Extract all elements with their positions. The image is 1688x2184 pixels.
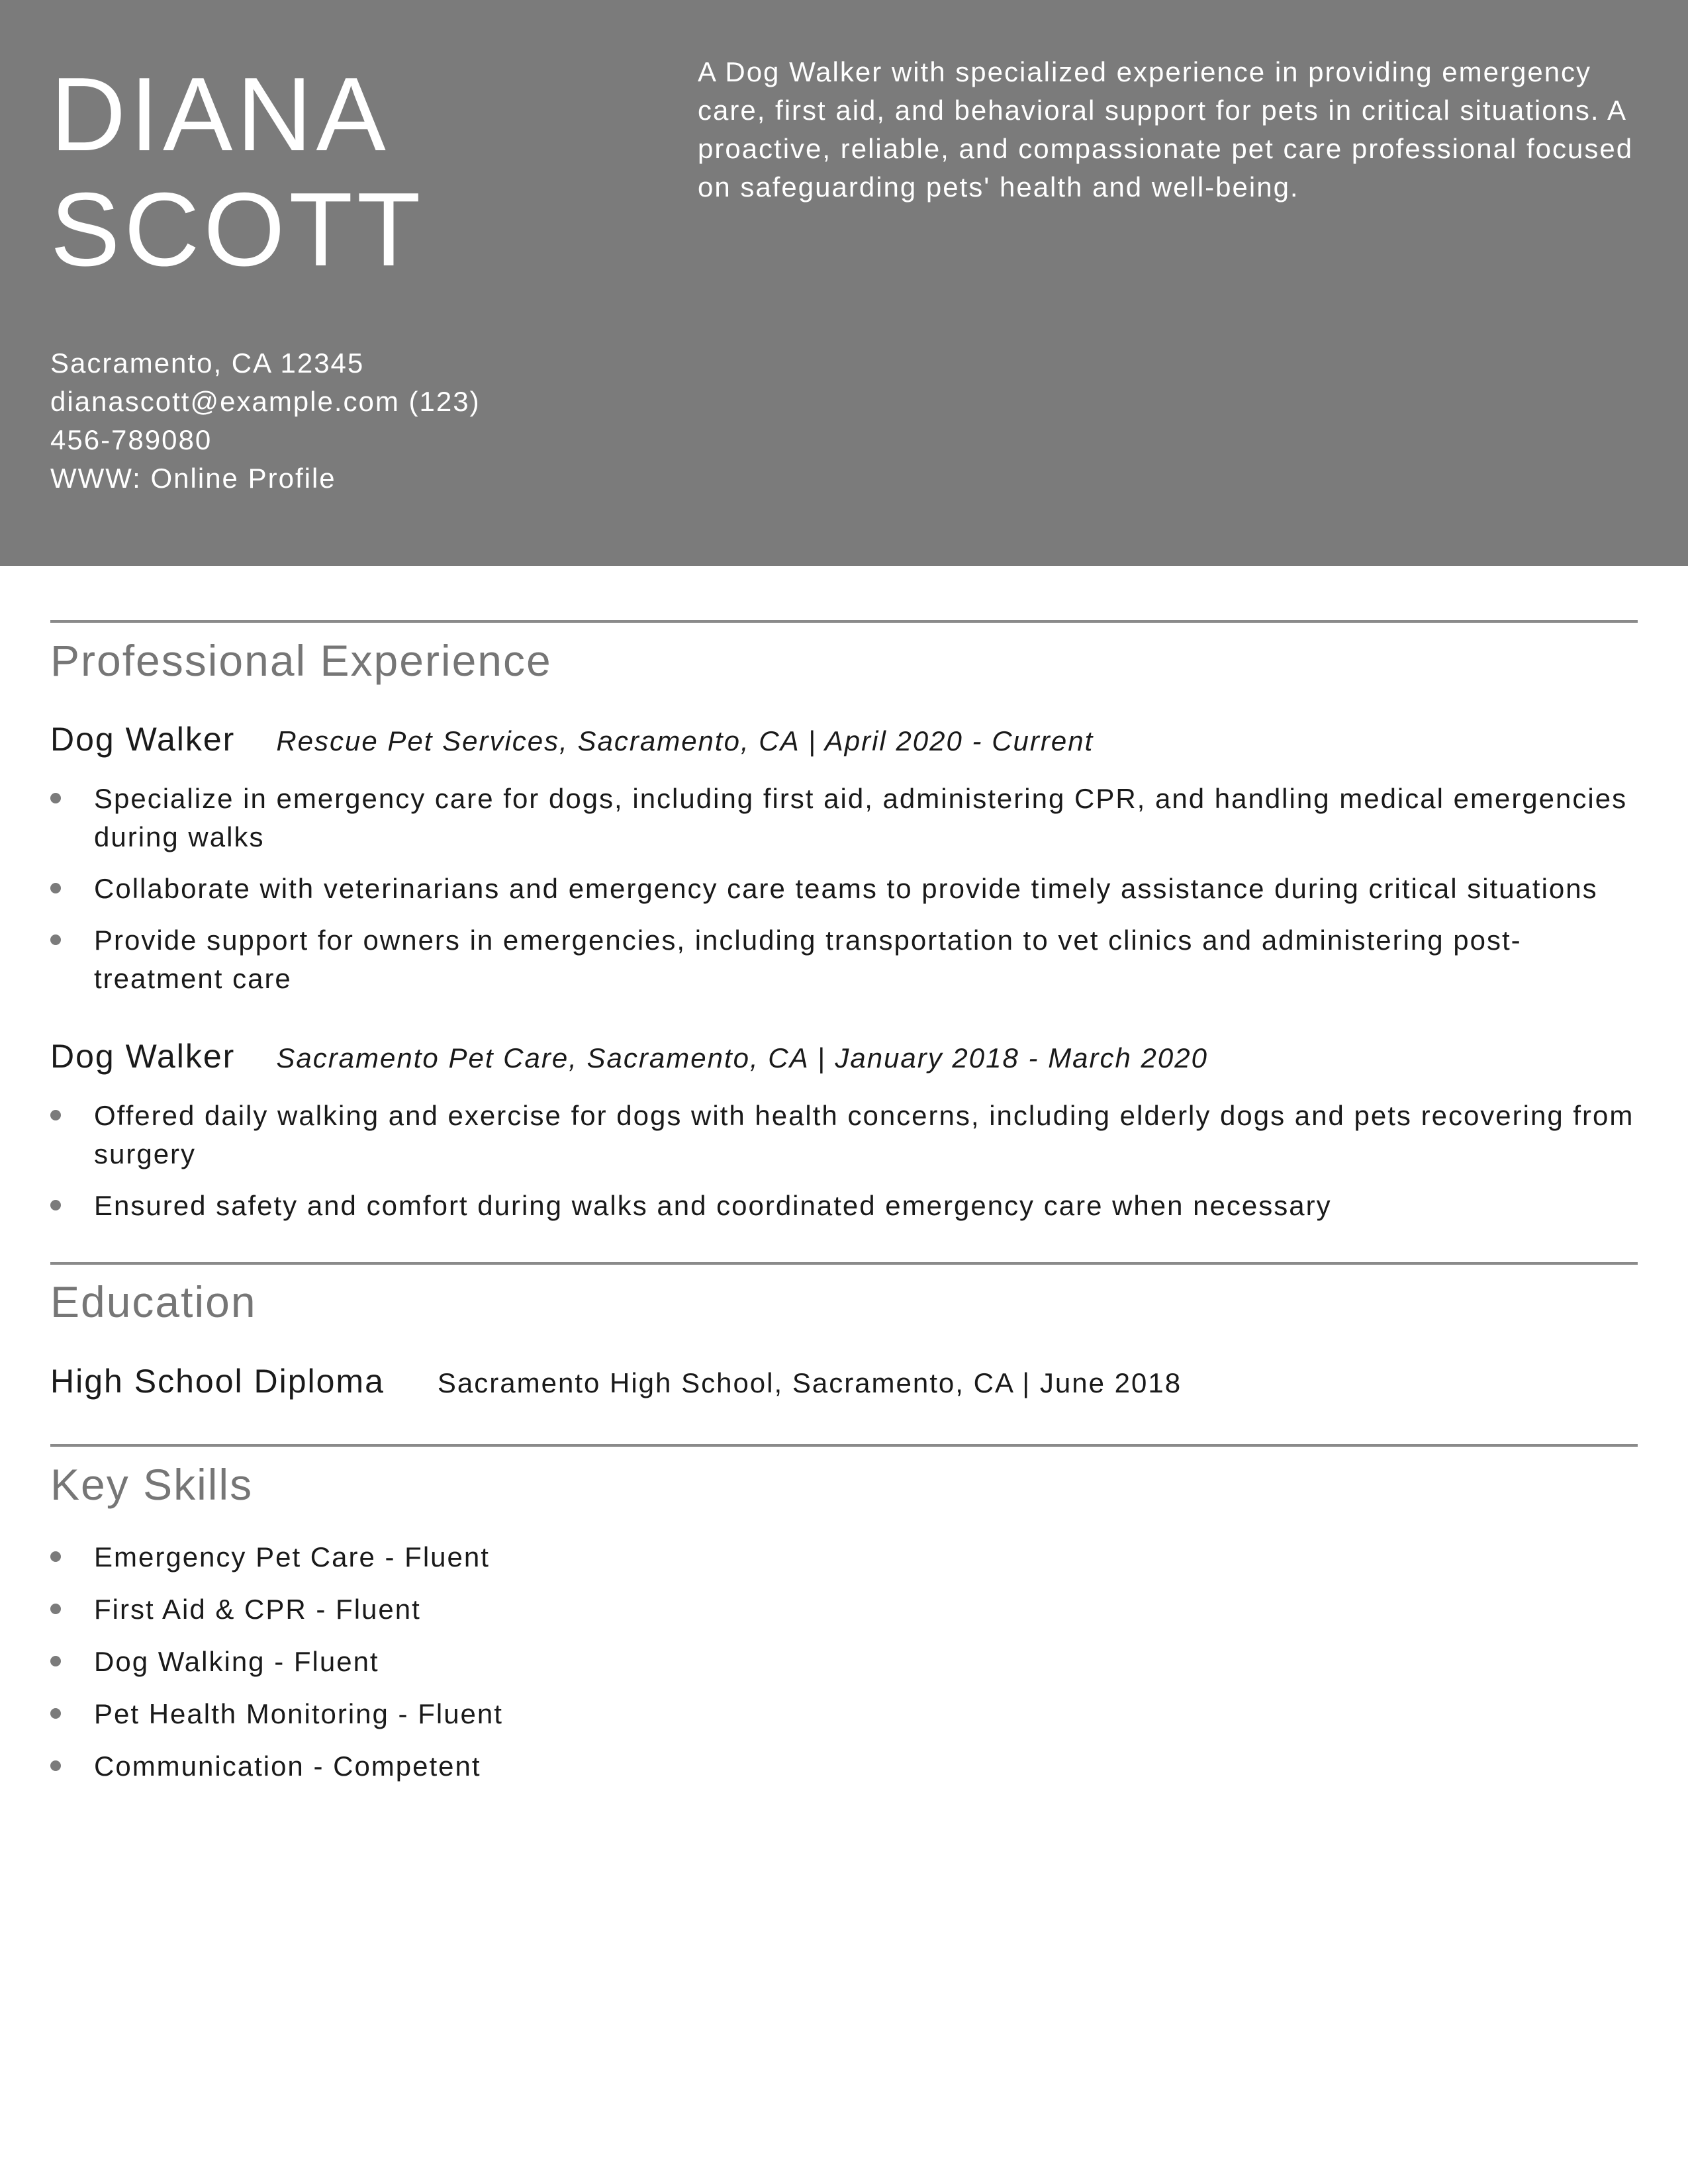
contact-info (50, 344, 481, 498)
bullet-icon (50, 1760, 61, 1771)
list-item: Provide support for owners in emergencies, including transportation to vet clinics and administering post-treatment care (50, 921, 1646, 998)
experience-heading: Professional Experience (50, 636, 552, 685)
candidate-name (50, 57, 424, 287)
address: Sacramento, CA 12345 (50, 347, 365, 379)
list-item: Communication - Competent (50, 1747, 1646, 1786)
skills-list (50, 1538, 1646, 1799)
bullet-icon (50, 1604, 61, 1614)
section-divider (50, 1262, 1638, 1265)
list-item: Ensured safety and comfort during walks and coordinated emergency care when necessary (50, 1187, 1646, 1225)
degree: High School Diploma (50, 1363, 385, 1400)
bullet-icon (50, 1656, 61, 1666)
bullet-icon (50, 1110, 61, 1120)
job-meta: Sacramento Pet Care, Sacramento, CA | January 2018 - March 2020 (276, 1042, 1208, 1073)
job-header (50, 1037, 1208, 1075)
education-heading: Education (50, 1277, 257, 1326)
skills-heading: Key Skills (50, 1460, 254, 1509)
list-item: Offered daily walking and exercise for dogs with health concerns, including elderly dogs and pets recovering from surgery (50, 1097, 1646, 1173)
header-banner (0, 0, 1688, 566)
list-item: Emergency Pet Care - Fluent (50, 1538, 1646, 1576)
bullet-icon (50, 934, 61, 945)
section-divider (50, 1444, 1638, 1447)
job-header (50, 720, 1094, 758)
job-title: Dog Walker (50, 721, 236, 758)
section-divider (50, 620, 1638, 623)
job-bullets (50, 780, 1646, 1011)
bullet-icon (50, 1551, 61, 1562)
website-link[interactable]: WWW: Online Profile (50, 463, 336, 494)
phone-continued: 456-789080 (50, 424, 212, 455)
list-item: Collaborate with veterinarians and emergency care teams to provide timely assistance during critical situations (50, 870, 1646, 908)
first-name: DIANA (50, 56, 390, 173)
bullet-icon (50, 883, 61, 893)
job-bullets (50, 1097, 1646, 1238)
job-title: Dog Walker (50, 1038, 236, 1075)
list-item: Pet Health Monitoring - Fluent (50, 1695, 1646, 1733)
profile-summary: A Dog Walker with specialized experience in providing emergency care, first aid, and behavioral support for pets in critical situations. A proactive, reliable, and compassionate pet care professional focused on safeguarding pets' health and well-being. (698, 56, 1634, 203)
list-item: Dog Walking - Fluent (50, 1643, 1646, 1681)
job-meta: Rescue Pet Services, Sacramento, CA | April 2020 - Current (276, 725, 1094, 756)
bullet-icon (50, 1200, 61, 1210)
education-entry (50, 1362, 1182, 1400)
school-meta: Sacramento High School, Sacramento, CA | June 2018 (437, 1367, 1182, 1398)
bullet-icon (50, 793, 61, 803)
email-phone: dianascott@example.com (123) (50, 386, 481, 417)
last-name: SCOTT (50, 171, 425, 288)
list-item: Specialize in emergency care for dogs, including first aid, administering CPR, and handling medical emergencies during walks (50, 780, 1646, 856)
bullet-icon (50, 1708, 61, 1719)
list-item: First Aid & CPR - Fluent (50, 1590, 1646, 1629)
